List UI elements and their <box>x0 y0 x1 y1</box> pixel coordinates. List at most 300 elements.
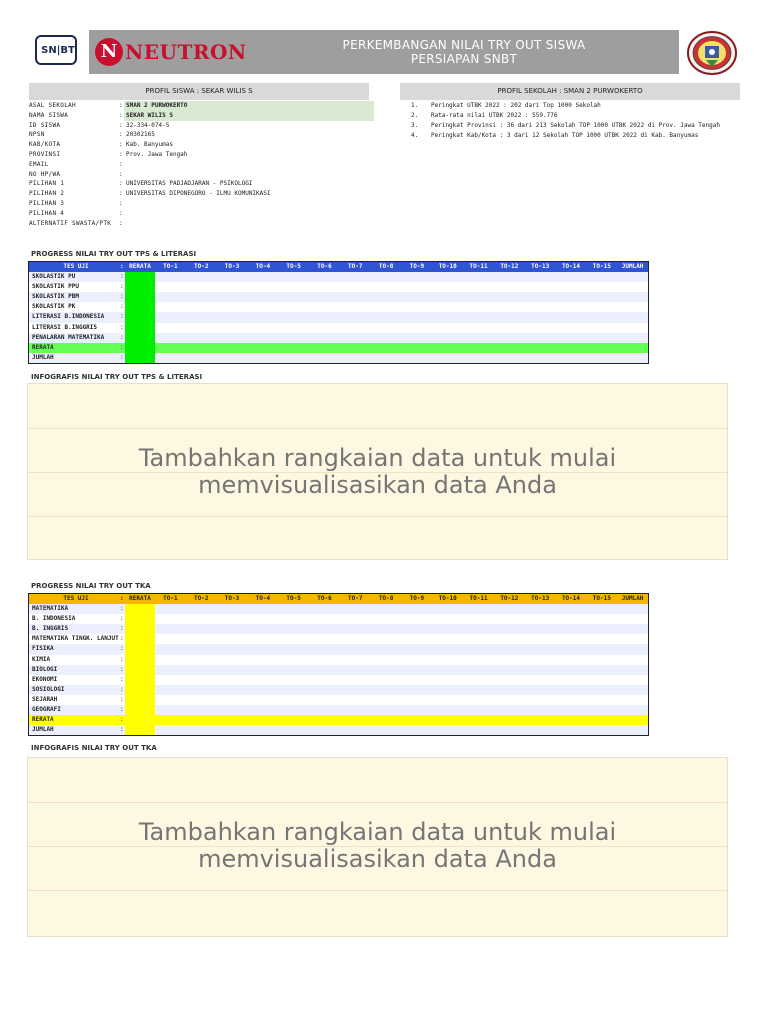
tps-table-row <box>29 353 648 363</box>
tps-subject-label: SKOLASTIK PU <box>32 273 76 281</box>
tka-score-cell <box>371 655 402 665</box>
tka-score-cell <box>586 655 617 665</box>
tka-colon: : <box>120 605 124 613</box>
profile-colon: : <box>119 160 123 168</box>
tka-score-cell <box>217 624 248 634</box>
profile-colon: : <box>119 199 123 207</box>
tps-score-cell <box>371 312 402 322</box>
tps-score-cell <box>432 323 463 333</box>
tka-colon: : <box>120 706 124 714</box>
tka-score-cell <box>463 665 494 675</box>
tps-score-cell <box>247 282 278 292</box>
profile-row <box>29 140 374 150</box>
tps-score-cell <box>186 343 217 353</box>
tka-score-cell <box>247 665 278 675</box>
tps-table-row <box>29 302 648 312</box>
profile-colon: : <box>119 180 123 188</box>
tps-score-cell <box>309 292 340 302</box>
tka-score-cell <box>186 624 217 634</box>
tka-score-cell <box>432 695 463 705</box>
tps-score-cell <box>247 323 278 333</box>
tps-score-cell <box>556 282 587 292</box>
tps-header-cell: TO-2 <box>193 263 209 270</box>
tka-header-cell: TO-7 <box>348 595 363 602</box>
tka-table-row <box>29 715 648 725</box>
tps-table-row <box>29 292 648 302</box>
tka-colon: : <box>120 716 124 724</box>
tps-score-cell <box>371 333 402 343</box>
tps-score-cell <box>186 302 217 312</box>
tka-score-cell <box>586 715 617 725</box>
tps-score-cell <box>155 272 186 282</box>
tka-score-cell <box>278 725 309 735</box>
tps-score-cell <box>155 312 186 322</box>
tka-score-cell <box>463 725 494 735</box>
profile-colon: : <box>119 111 123 119</box>
tps-score-cell <box>278 343 309 353</box>
tka-score-cell <box>494 624 525 634</box>
tps-score-cell <box>155 282 186 292</box>
profile-row <box>29 199 374 209</box>
tka-score-cell <box>556 614 587 624</box>
tka-score-cell <box>217 655 248 665</box>
tka-score-cell <box>432 685 463 695</box>
tps-score-cell <box>217 272 248 282</box>
tka-chart-placeholder <box>27 757 728 937</box>
tps-score-cell <box>340 292 371 302</box>
tps-score-cell <box>432 282 463 292</box>
profile-label: PILIHAN 2 <box>29 190 65 198</box>
profile-value: Prov. Jawa Tengah <box>126 150 188 158</box>
tka-score-cell <box>247 695 278 705</box>
tka-score-cell <box>247 634 278 644</box>
tka-table-row <box>29 675 648 685</box>
tka-subject-label: B. INDONESIA <box>32 615 76 623</box>
tps-score-cell <box>432 292 463 302</box>
tka-score-cell <box>586 725 617 735</box>
tps-subject-label: SKOLASTIK PK <box>32 303 76 311</box>
tka-chart-message-line1: Tambahkan rangkaian data untuk mulai <box>138 818 617 846</box>
tka-score-cell <box>556 725 587 735</box>
tps-score-cell <box>463 292 494 302</box>
tps-score-cell <box>525 323 556 333</box>
tps-colon: : <box>120 343 124 351</box>
tps-score-cell <box>556 353 587 363</box>
tka-score-cell <box>525 675 556 685</box>
tps-score-cell <box>494 312 525 322</box>
tps-header-cell: TO-4 <box>255 263 271 270</box>
tka-score-cell <box>402 634 433 644</box>
school-rank-text: Rata-rata nilai UTBK 2022 : 559.776 <box>431 112 558 119</box>
tps-colon: : <box>120 273 124 281</box>
tka-score-cell <box>155 644 186 654</box>
tps-score-cell <box>371 292 402 302</box>
school-profile-heading: PROFIL SEKOLAH : SMAN 2 PURWOKERTO <box>400 83 740 100</box>
tps-rerata-cell <box>125 343 155 353</box>
tps-rerata-cell <box>125 292 155 302</box>
tps-colon: : <box>120 323 124 331</box>
tka-score-cell <box>155 705 186 715</box>
tka-score-cell <box>432 665 463 675</box>
tps-subject-label: SKOLASTIK PBM <box>32 293 79 301</box>
tps-section-title: PROGRESS NILAI TRY OUT TPS & LITERASI <box>31 250 197 258</box>
tps-score-cell <box>340 312 371 322</box>
tka-score-cell <box>217 695 248 705</box>
profile-value: SMAN 2 PURWOKERTO <box>124 101 374 111</box>
tps-score-cell <box>617 302 648 312</box>
tka-colon: : <box>120 726 124 734</box>
tps-score-cell <box>155 353 186 363</box>
tka-score-cell <box>371 644 402 654</box>
tka-score-cell <box>556 685 587 695</box>
tka-score-cell <box>556 655 587 665</box>
tka-score-cell <box>463 655 494 665</box>
tps-subject-label: LITERASI B.INDONESIA <box>32 313 105 321</box>
tka-score-cell <box>186 705 217 715</box>
tps-score-cell <box>556 272 587 282</box>
tka-score-cell <box>186 604 217 614</box>
tka-score-cell <box>402 725 433 735</box>
profile-row <box>29 130 374 140</box>
tka-score-cell <box>155 604 186 614</box>
tps-score-cell <box>586 302 617 312</box>
tka-score-cell <box>432 705 463 715</box>
tka-score-cell <box>371 604 402 614</box>
tka-rerata-cell <box>125 665 155 675</box>
tka-header-cell: TO-3 <box>224 595 240 602</box>
tka-score-cell <box>402 685 433 695</box>
school-seal-icon <box>686 30 738 76</box>
tps-score-cell <box>494 272 525 282</box>
tps-score-cell <box>278 292 309 302</box>
tka-score-cell <box>525 705 556 715</box>
tps-score-cell <box>247 292 278 302</box>
tps-score-cell <box>186 282 217 292</box>
tps-score-cell <box>463 312 494 322</box>
tka-rerata-cell <box>125 604 155 614</box>
tka-score-cell <box>309 604 340 614</box>
tka-score-cell <box>186 644 217 654</box>
profile-value <box>124 209 374 219</box>
tka-chart-message-line2: memvisualisasikan data Anda <box>198 845 557 873</box>
tps-score-cell <box>586 272 617 282</box>
profile-colon: : <box>119 131 123 139</box>
tka-score-cell <box>525 614 556 624</box>
tps-table-row <box>29 312 648 322</box>
tps-rerata-cell <box>125 302 155 312</box>
tps-score-cell <box>494 333 525 343</box>
tka-score-cell <box>340 614 371 624</box>
tka-score-cell <box>525 685 556 695</box>
profile-value: Kab. Banyumas <box>126 141 173 149</box>
profile-label: ASAL SEKOLAH <box>29 102 76 109</box>
tka-score-cell <box>309 665 340 675</box>
profile-colon: : <box>119 141 123 149</box>
tka-score-cell <box>340 685 371 695</box>
tka-score-cell <box>494 685 525 695</box>
profile-label: ID SISWA <box>29 121 61 129</box>
tps-score-cell <box>494 353 525 363</box>
tka-subject-label: MATEMATIKA TINGK. LANJUT <box>32 635 119 643</box>
tps-score-cell <box>402 323 433 333</box>
tka-score-cell <box>247 675 278 685</box>
tka-subject-label: KIMIA <box>32 655 51 663</box>
tps-score-cell <box>432 312 463 322</box>
tka-score-cell <box>309 675 340 685</box>
tps-score-cell <box>155 292 186 302</box>
tka-score-cell <box>617 614 648 624</box>
tka-score-cell <box>432 604 463 614</box>
tps-score-cell <box>617 323 648 333</box>
tka-score-cell <box>247 685 278 695</box>
tka-rerata-cell <box>125 675 155 685</box>
tka-score-cell <box>525 695 556 705</box>
tps-score-cell <box>247 302 278 312</box>
tka-score-cell <box>371 624 402 634</box>
tps-rerata-cell <box>125 282 155 292</box>
tps-score-cell <box>278 323 309 333</box>
tka-score-cell <box>371 634 402 644</box>
tka-score-cell <box>556 624 587 634</box>
profile-row <box>29 160 374 170</box>
tka-score-cell <box>155 695 186 705</box>
tka-score-cell <box>155 715 186 725</box>
tka-score-cell <box>217 685 248 695</box>
tps-rerata-cell <box>125 323 155 333</box>
tka-score-cell <box>617 644 648 654</box>
tka-score-cell <box>309 705 340 715</box>
tka-score-cell <box>463 634 494 644</box>
tps-score-cell <box>371 323 402 333</box>
tka-score-cell <box>155 685 186 695</box>
profile-row <box>29 219 374 229</box>
tka-score-cell <box>617 634 648 644</box>
tps-header-cell: : <box>120 263 124 270</box>
tka-score-cell <box>217 644 248 654</box>
tka-score-cell <box>556 604 587 614</box>
tka-table-row <box>29 685 648 695</box>
tps-score-cell <box>494 282 525 292</box>
tka-score-cell <box>586 604 617 614</box>
tka-score-cell <box>525 715 556 725</box>
tps-score-cell <box>371 353 402 363</box>
tka-table-row <box>29 634 648 644</box>
tka-score-cell <box>340 725 371 735</box>
tka-rerata-cell <box>125 725 155 735</box>
tps-score-cell <box>556 333 587 343</box>
snbt-logo-text: SN|BT <box>41 45 75 56</box>
profile-value <box>124 170 374 180</box>
school-rank-text: Peringkat UTBK 2022 : 202 dari Top 1000 Sekolah <box>431 102 601 109</box>
tka-score-cell <box>463 624 494 634</box>
tka-score-cell <box>617 695 648 705</box>
tka-score-cell <box>494 675 525 685</box>
tps-score-cell <box>217 282 248 292</box>
tka-score-cell <box>155 634 186 644</box>
tps-table-header <box>29 262 648 272</box>
tka-score-cell <box>217 634 248 644</box>
tka-score-cell <box>432 614 463 624</box>
tps-score-cell <box>278 272 309 282</box>
tps-chart-message-line1: Tambahkan rangkaian data untuk mulai <box>138 444 617 472</box>
tka-rerata-cell <box>125 685 155 695</box>
tps-score-cell <box>278 333 309 343</box>
tka-score-cell <box>525 655 556 665</box>
tka-score-cell <box>340 715 371 725</box>
profile-label: KAB/KOTA <box>29 141 61 149</box>
tps-score-cell <box>278 312 309 322</box>
tps-score-cell <box>525 343 556 353</box>
tps-score-cell <box>402 333 433 343</box>
tka-colon: : <box>120 695 124 703</box>
tps-chart-message-line2: memvisualisasikan data Anda <box>198 471 557 499</box>
profile-colon: : <box>119 209 123 217</box>
tps-score-cell <box>217 333 248 343</box>
tka-header-cell: TO-10 <box>438 595 457 602</box>
tka-score-cell <box>432 644 463 654</box>
tka-table-row <box>29 624 648 634</box>
tps-score-cell <box>340 343 371 353</box>
tps-score-cell <box>309 272 340 282</box>
tka-score-cell <box>155 624 186 634</box>
tps-score-cell <box>340 333 371 343</box>
tka-score-cell <box>432 725 463 735</box>
tps-score-cell <box>463 353 494 363</box>
page-title-line1: PERKEMBANGAN NILAI TRY OUT SISWA <box>342 38 586 52</box>
tka-score-cell <box>494 644 525 654</box>
tka-score-cell <box>432 655 463 665</box>
tka-score-cell <box>402 695 433 705</box>
tka-table-row <box>29 665 648 675</box>
tka-score-cell <box>340 705 371 715</box>
tka-score-cell <box>617 685 648 695</box>
tps-header-cell: JUMLAH <box>621 263 644 270</box>
tps-score-cell <box>463 282 494 292</box>
tka-table-row <box>29 655 648 665</box>
tka-score-cell <box>278 695 309 705</box>
tka-score-cell <box>278 644 309 654</box>
tka-score-cell <box>494 695 525 705</box>
tka-score-cell <box>371 705 402 715</box>
tps-rerata-cell <box>125 353 155 363</box>
tka-header-cell: TO-9 <box>409 595 425 602</box>
school-rank-item <box>411 101 741 111</box>
tps-colon: : <box>120 313 124 321</box>
profile-label: NAMA SISWA <box>29 111 69 119</box>
tps-score-cell <box>586 312 617 322</box>
tps-score-cell <box>432 353 463 363</box>
school-rank-item <box>411 121 741 131</box>
tka-score-cell <box>525 725 556 735</box>
tka-chart-message <box>28 819 727 873</box>
tka-score-cell <box>278 614 309 624</box>
tps-score-cell <box>217 292 248 302</box>
tps-score-cell <box>432 272 463 282</box>
tka-colon: : <box>120 665 124 673</box>
tps-score-cell <box>371 282 402 292</box>
tps-score-cell <box>556 312 587 322</box>
tps-subject-label: LITERASI B.INGGRIS <box>32 323 98 331</box>
tka-score-cell <box>247 715 278 725</box>
tka-score-cell <box>586 675 617 685</box>
tps-score-cell <box>617 312 648 322</box>
tps-score-cell <box>309 282 340 292</box>
tka-score-cell <box>278 655 309 665</box>
tka-score-cell <box>525 665 556 675</box>
tps-score-cell <box>525 302 556 312</box>
tps-chart-title: INFOGRAFIS NILAI TRY OUT TPS & LITERASI <box>31 373 203 381</box>
tka-score-cell <box>617 725 648 735</box>
tka-score-cell <box>494 634 525 644</box>
tka-subject-label: B. INGGRIS <box>32 625 69 633</box>
tka-table-row <box>29 614 648 624</box>
tka-score-cell <box>309 655 340 665</box>
tka-score-cell <box>494 715 525 725</box>
tps-header-cell: TO-10 <box>438 263 457 270</box>
neutron-logo-icon: N <box>95 38 123 66</box>
tps-subject-label: SKOLASTIK PPU <box>32 283 79 291</box>
tps-header-cell: TO-14 <box>561 263 580 270</box>
tka-score-cell <box>155 725 186 735</box>
tka-score-cell <box>525 634 556 644</box>
tps-score-cell <box>494 302 525 312</box>
tka-score-cell <box>586 614 617 624</box>
tka-score-cell <box>463 604 494 614</box>
tka-subject-label: FISIKA <box>32 645 54 653</box>
profile-label: PROVINSI <box>29 150 61 158</box>
tka-score-cell <box>402 624 433 634</box>
tps-score-cell <box>247 353 278 363</box>
tps-rerata-cell <box>125 312 155 322</box>
tps-score-cell <box>525 272 556 282</box>
tps-header-cell: TO-11 <box>469 263 488 270</box>
tps-score-cell <box>155 302 186 312</box>
tka-score-cell <box>340 675 371 685</box>
tka-score-cell <box>402 705 433 715</box>
tka-score-cell <box>586 624 617 634</box>
tka-score-cell <box>525 624 556 634</box>
tps-score-cell <box>586 292 617 302</box>
tka-header-cell: TO-2 <box>193 595 209 602</box>
tps-score-table <box>28 261 649 364</box>
tka-header-cell: RERATA <box>129 595 151 602</box>
tps-score-cell <box>525 282 556 292</box>
tps-score-cell <box>494 292 525 302</box>
school-rank-number: 3. <box>411 122 419 129</box>
profile-row <box>29 170 374 180</box>
tps-score-cell <box>617 282 648 292</box>
tka-score-cell <box>155 655 186 665</box>
tka-header-cell: TO-5 <box>286 595 301 602</box>
tka-score-cell <box>586 644 617 654</box>
tka-colon: : <box>120 625 124 633</box>
tka-score-cell <box>309 725 340 735</box>
profile-value: UNIVERSITAS DIPONEGORO - ILMU KOMUNIKASI <box>126 190 271 198</box>
tps-score-cell <box>402 302 433 312</box>
tka-score-cell <box>371 695 402 705</box>
tka-score-cell <box>494 655 525 665</box>
profile-row <box>29 179 374 189</box>
tka-score-cell <box>278 685 309 695</box>
tka-score-cell <box>340 695 371 705</box>
tka-colon: : <box>120 655 124 663</box>
tps-score-cell <box>155 323 186 333</box>
tps-score-cell <box>586 353 617 363</box>
tps-score-cell <box>340 353 371 363</box>
profile-colon: : <box>119 121 123 129</box>
tka-colon: : <box>120 675 124 683</box>
tka-score-cell <box>494 614 525 624</box>
